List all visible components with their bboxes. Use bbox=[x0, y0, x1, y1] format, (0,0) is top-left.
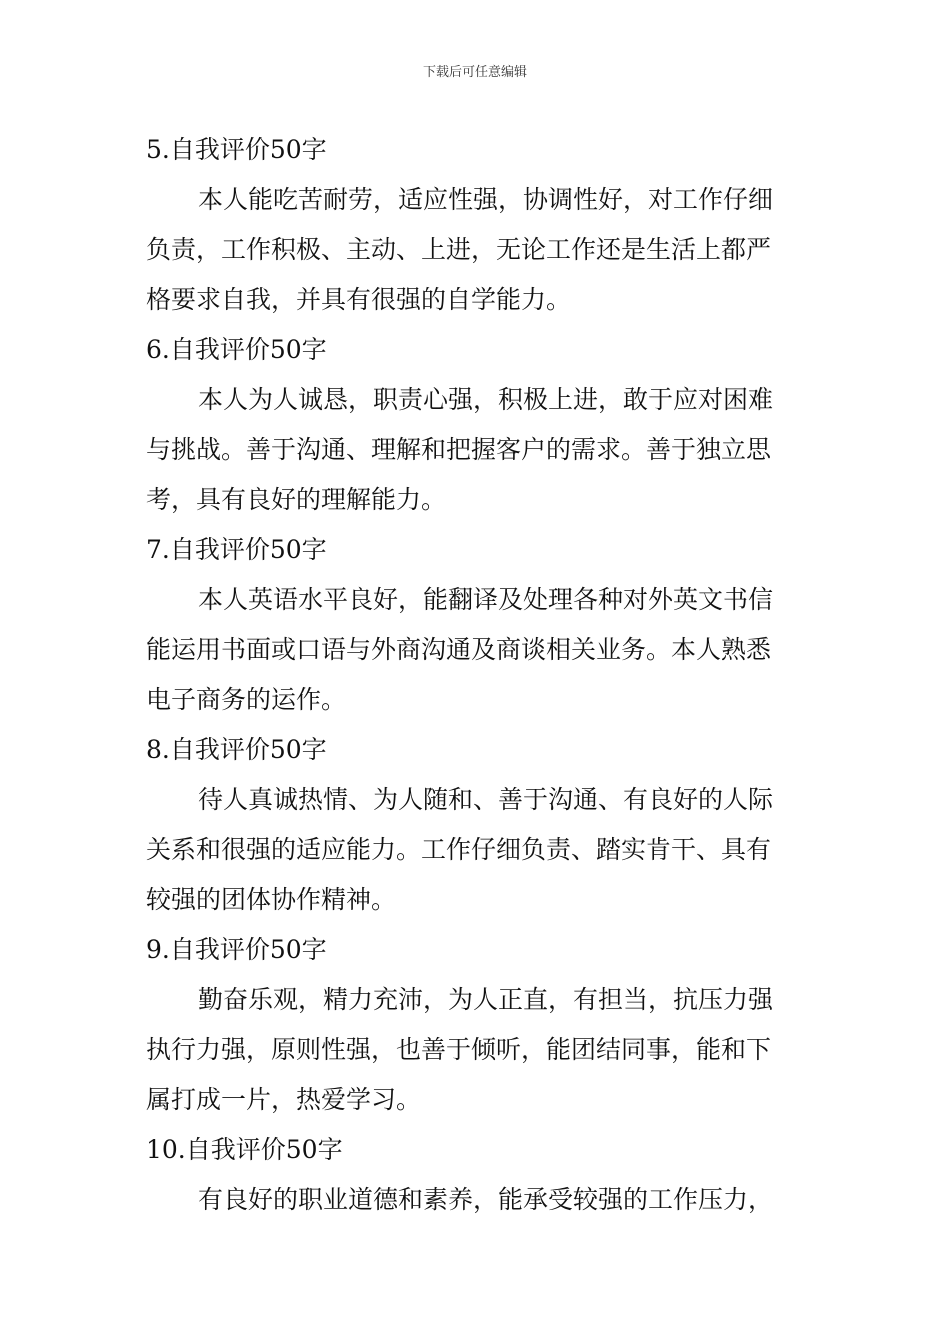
item-body bbox=[146, 175, 808, 325]
item-heading: 7.自我评价50字 bbox=[146, 535, 327, 564]
evaluation-item-10 bbox=[146, 1125, 808, 1225]
body-line: 勤奋乐观，精力充沛，为人正直，有担当，抗压力强 bbox=[198, 985, 774, 1014]
evaluation-item-7 bbox=[146, 525, 808, 725]
document-body bbox=[146, 125, 808, 1225]
body-line: 较强的团体协作精神。 bbox=[146, 885, 397, 914]
evaluation-item-6 bbox=[146, 325, 808, 525]
body-line: 有良好的职业道德和素养，能承受较强的工作压力， bbox=[198, 1185, 774, 1214]
item-heading: 6.自我评价50字 bbox=[146, 335, 327, 364]
body-line: 本人英语水平良好，能翻译及处理各种对外英文书信 bbox=[198, 585, 774, 614]
item-heading: 5.自我评价50字 bbox=[146, 135, 327, 164]
item-body bbox=[146, 575, 808, 725]
body-line: 待人真诚热情、为人随和、善于沟通、有良好的人际 bbox=[198, 785, 774, 814]
body-line: 负责，工作积极、主动、上进，无论工作还是生活上都严 bbox=[146, 235, 772, 264]
item-body bbox=[146, 1175, 808, 1225]
body-line: 属打成一片，热爱学习。 bbox=[146, 1085, 422, 1114]
item-body bbox=[146, 975, 808, 1125]
item-body bbox=[146, 775, 808, 925]
body-line: 与挑战。善于沟通、理解和把握客户的需求。善于独立思 bbox=[146, 435, 772, 464]
body-line: 本人能吃苦耐劳，适应性强，协调性好，对工作仔细 bbox=[198, 185, 774, 214]
evaluation-item-8 bbox=[146, 725, 808, 925]
body-line: 关系和很强的适应能力。工作仔细负责、踏实肯干、具有 bbox=[146, 835, 772, 864]
evaluation-item-5 bbox=[146, 125, 808, 325]
body-line: 考，具有良好的理解能力。 bbox=[146, 485, 447, 514]
body-line: 本人为人诚恳，职责心强，积极上进，敢于应对困难 bbox=[198, 385, 774, 414]
evaluation-item-9 bbox=[146, 925, 808, 1125]
body-line: 能运用书面或口语与外商沟通及商谈相关业务。本人熟悉 bbox=[146, 635, 772, 664]
body-line: 执行力强，原则性强，也善于倾听，能团结同事，能和下 bbox=[146, 1035, 772, 1064]
body-line: 电子商务的运作。 bbox=[146, 685, 347, 714]
item-heading: 9.自我评价50字 bbox=[146, 935, 327, 964]
item-body bbox=[146, 375, 808, 525]
page-header: 下载后可任意编辑 bbox=[422, 65, 527, 80]
item-heading: 10.自我评价50字 bbox=[146, 1135, 343, 1164]
item-heading: 8.自我评价50字 bbox=[146, 735, 327, 764]
body-line: 格要求自我，并具有很强的自学能力。 bbox=[146, 285, 572, 314]
